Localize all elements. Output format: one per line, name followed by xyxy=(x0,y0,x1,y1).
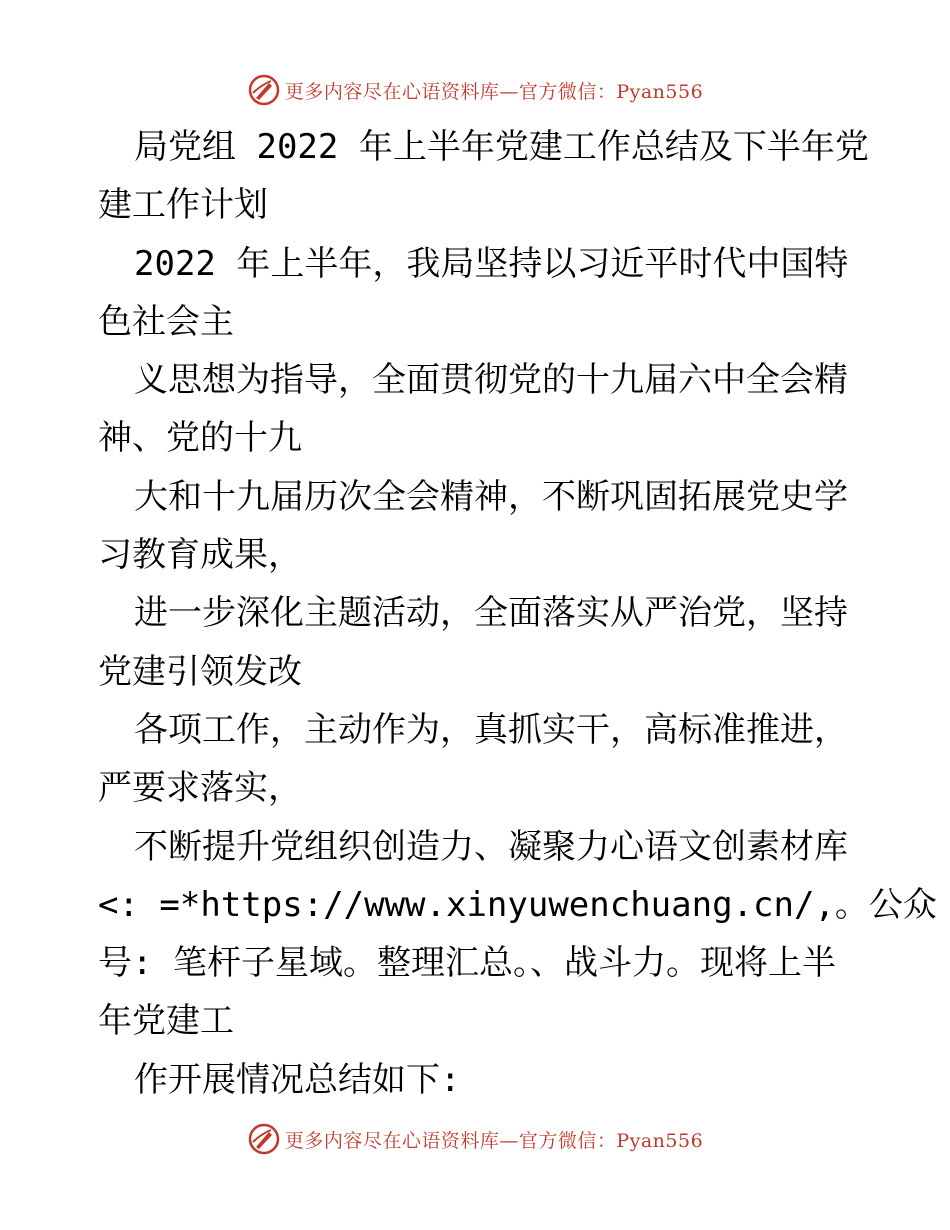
paragraph-line: 不断提升党组织创造力、凝聚力心语文创素材库 xyxy=(134,826,848,867)
document-body xyxy=(98,118,937,1109)
header-watermark xyxy=(0,70,950,110)
paragraph-line: 2022 年上半年，我局坚持以习近平时代中国特 xyxy=(134,243,849,284)
paragraph-line: 各项工作，主动作为，真抓实干，高标准推进， xyxy=(134,709,848,750)
paragraph-line: <: =*https://www.xinyuwenchuang.cn/,。公众 xyxy=(98,884,937,925)
paragraph-line: 党建引领发改 xyxy=(98,651,302,692)
paragraph-line: 大和十九届历次全会精神，不断巩固拓展党史学 xyxy=(134,476,848,517)
paragraph-line: 色社会主 xyxy=(98,301,234,342)
paragraph-line: 神、党的十九 xyxy=(98,418,302,459)
title-line-1: 局党组 2022 年上半年党建工作总结及下半年党 xyxy=(134,127,869,167)
footer-watermark xyxy=(0,1119,950,1159)
pen-logo-icon xyxy=(247,1122,281,1156)
paragraph-line: 义思想为指导，全面贯彻党的十九届六中全会精 xyxy=(134,360,848,401)
paragraph-line: 作开展情况总结如下: xyxy=(134,1059,461,1100)
paragraph-line: 严要求落实， xyxy=(98,768,302,809)
pen-logo-icon xyxy=(247,73,281,107)
title-line-2: 建工作计划 xyxy=(98,185,268,226)
watermark-text: 更多内容尽在心语资料库—官方微信：Pyan556 xyxy=(284,1129,704,1152)
paragraph-line: 习教育成果， xyxy=(98,535,302,576)
paragraph-line: 年党建工 xyxy=(98,1001,234,1042)
watermark-text: 更多内容尽在心语资料库—官方微信：Pyan556 xyxy=(284,80,704,103)
paragraph-line: 进一步深化主题活动，全面落实从严治党，坚持 xyxy=(134,593,848,634)
paragraph-line: 号: 笔杆子星域。整理汇总。、战斗力。现将上半 xyxy=(98,943,836,984)
